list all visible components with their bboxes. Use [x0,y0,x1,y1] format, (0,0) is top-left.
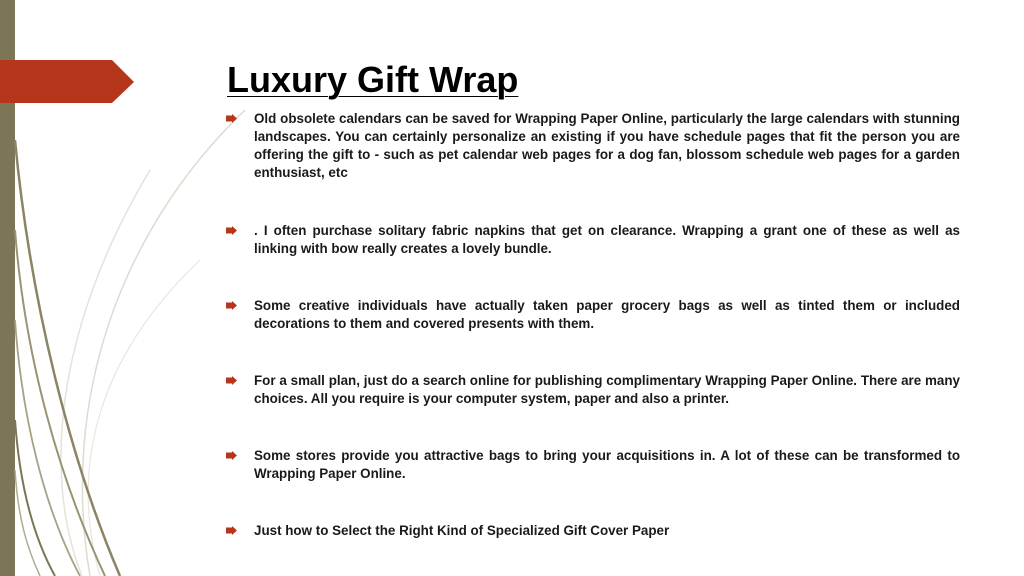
bullet-text: Some stores provide you attractive bags to bring your acquisitions in. A lot of these can be transformed to Wrapping Paper Online. [254,448,960,481]
bullet-item [226,297,960,333]
bullet-text: Just how to Select the Right Kind of Specialized Gift Cover Paper [254,523,670,538]
arrow-bullet-icon [226,372,254,390]
bullet-text: Some creative individuals have actually taken paper grocery bags as well as tinted them or included decorations to them and covered presents with them. [254,298,960,331]
bullet-item [226,222,960,258]
arrow-bullet-icon [226,110,254,128]
bullet-text: Old obsolete calendars can be saved for Wrapping Paper Online, particularly the large calendars with stunning landscapes. You can certainly personalize an existing if you have schedule pages that fit the person you are offering the gift to - such as pet calendar web pages for a dog fan, blossom schedule web pages for a garden enthusiast, etc [254,111,960,180]
arrow-bullet-icon [226,447,254,465]
bullet-item [226,522,960,540]
arrow-bullet-icon [226,222,254,240]
bullet-text: . I often purchase solitary fabric napkins that get on clearance. Wrapping a grant one of these as well as linking with bow really creates a lovely bundle. [254,223,960,256]
slide-title: Luxury Gift Wrap [227,59,519,100]
arrow-bullet-icon [226,297,254,315]
bullet-item [226,110,960,182]
bullet-item [226,372,960,408]
accent-arrow-banner [0,60,134,103]
bullet-text: For a small plan, just do a search online for publishing complimentary Wrapping Paper Online. There are many choices. All you require is your computer system, paper and also a printer. [254,373,960,406]
bullet-item [226,447,960,483]
arrow-bullet-icon [226,522,254,540]
